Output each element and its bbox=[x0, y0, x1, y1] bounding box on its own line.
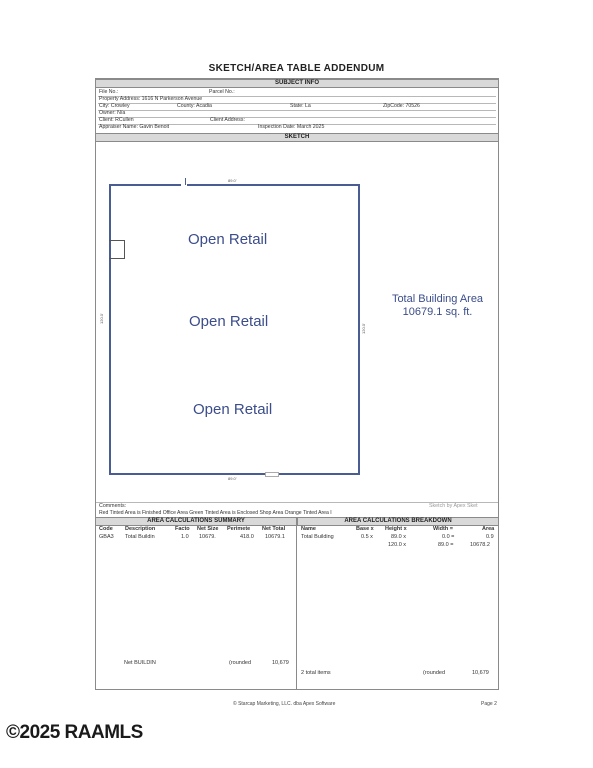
total-area-value: 10679.1 sq. ft. bbox=[402, 306, 473, 318]
state: State: La bbox=[290, 103, 311, 109]
room-label: Open Retail bbox=[188, 231, 268, 248]
subject-info-header: SUBJECT INFO bbox=[95, 79, 499, 88]
sketch-area bbox=[95, 142, 499, 502]
summary-col-perimeter: Perimete bbox=[227, 526, 251, 532]
door-gap-bottom bbox=[265, 472, 279, 477]
summary-col-description: Description bbox=[125, 526, 156, 532]
summary-footer-value: 10,679 bbox=[272, 660, 289, 666]
summary-col-net-size: Net Size bbox=[197, 526, 219, 532]
sketch-wall-right bbox=[358, 184, 360, 475]
county: County: Acadia bbox=[177, 103, 212, 109]
breakdown-col-name: Name bbox=[301, 526, 316, 532]
divider bbox=[98, 110, 496, 111]
breakdown-cell: 89.0 x bbox=[391, 534, 406, 540]
summary-col-net-total: Net Total bbox=[262, 526, 286, 532]
summary-footer-rounded: (rounded bbox=[229, 660, 252, 666]
total-building-area bbox=[375, 293, 500, 319]
breakdown-cell: 120.0 x bbox=[388, 542, 407, 548]
breakdown-cell: 10678.2 bbox=[470, 542, 490, 548]
page-number: Page 2 bbox=[481, 701, 497, 707]
summary-footer-label: Net BUILDIN bbox=[124, 660, 156, 666]
total-area-label: Total Building Area bbox=[391, 293, 484, 305]
comments-label: Comments: bbox=[99, 503, 127, 509]
summary-cell: 10679.1 bbox=[265, 534, 285, 540]
city: City: Crowley bbox=[99, 103, 130, 109]
breakdown-col-width: Width = bbox=[433, 526, 453, 532]
breakdown-col-height: Height x bbox=[385, 526, 407, 532]
mls-watermark: ©2025 RAAMLS bbox=[6, 722, 143, 743]
summary-cell: 1.0 bbox=[181, 534, 189, 540]
summary-cell: 10679. bbox=[199, 534, 216, 540]
breakdown-col-area: Area bbox=[482, 526, 495, 532]
sketch-credit: Sketch by Apex Sket bbox=[429, 503, 478, 509]
inspection-date: Inspection Date: March 2025 bbox=[258, 124, 325, 130]
breakdown-cell: 0.5 x bbox=[361, 534, 373, 540]
zip-code: ZipCode: 70526 bbox=[383, 103, 420, 109]
breakdown-cell: 0.9 bbox=[486, 534, 494, 540]
room-label: Open Retail bbox=[193, 401, 273, 418]
breakdown-cell: Total Building bbox=[301, 534, 334, 540]
dim-left-label: 120.0' bbox=[99, 313, 104, 324]
property-address: Property Address: 1616 N Parkerson Avenue bbox=[99, 96, 203, 102]
appraiser-name: Appraiser Name: Gavin Benoit bbox=[99, 124, 170, 130]
room-label: Open Retail bbox=[189, 313, 269, 330]
breakdown-footer-items: 2 total items bbox=[301, 670, 331, 676]
comments-text: Red Tinted Area is Finished Office Area Green Tinted Area is Enclosed Shop Area Orange Tinted Area I bbox=[99, 510, 332, 516]
breakdown-col-base: Base x bbox=[356, 526, 374, 532]
door-gap-top bbox=[181, 181, 187, 187]
breakdown-footer-value: 10,679 bbox=[472, 670, 489, 676]
file-no: File No.: bbox=[99, 89, 119, 95]
breakdown-cell: 89.0 = bbox=[438, 542, 454, 548]
page-title: SKETCH/AREA TABLE ADDENDUM bbox=[208, 63, 385, 74]
sketch-small-room bbox=[109, 240, 125, 259]
summary-cell: Total Buildin bbox=[125, 534, 155, 540]
door-mark-top bbox=[185, 178, 186, 185]
sketch-header: SKETCH bbox=[95, 133, 499, 142]
dim-right-label: 120.0' bbox=[361, 323, 366, 334]
breakdown-cell: 0.0 = bbox=[442, 534, 455, 540]
parcel-no: Parcel No.: bbox=[209, 89, 235, 95]
copyright-footer: © Starcap Marketing, LLC. dba Apex Software bbox=[233, 701, 336, 707]
dim-top-label: 89.0' bbox=[228, 178, 237, 183]
summary-header: AREA CALCULATIONS SUMMARY bbox=[95, 517, 297, 526]
summary-cell: 418.0 bbox=[240, 534, 254, 540]
client: Client: RCullen bbox=[99, 117, 134, 123]
breakdown-footer-rounded: (rounded bbox=[423, 670, 446, 676]
sketch-wall-bottom bbox=[109, 473, 360, 475]
summary-col-factor: Facto bbox=[175, 526, 190, 532]
sketch-wall-left bbox=[109, 184, 111, 475]
summary-col-code: Code bbox=[99, 526, 113, 532]
sketch-wall-top bbox=[109, 184, 360, 186]
owner: Owner: N/a bbox=[99, 110, 126, 116]
divider bbox=[98, 117, 496, 118]
client-address: Client Address: bbox=[210, 117, 245, 123]
breakdown-header: AREA CALCULATIONS BREAKDOWN bbox=[297, 517, 499, 526]
dim-bottom-label: 89.0' bbox=[228, 476, 237, 481]
table-divider bbox=[296, 526, 297, 690]
summary-cell: GBA3 bbox=[99, 534, 114, 540]
